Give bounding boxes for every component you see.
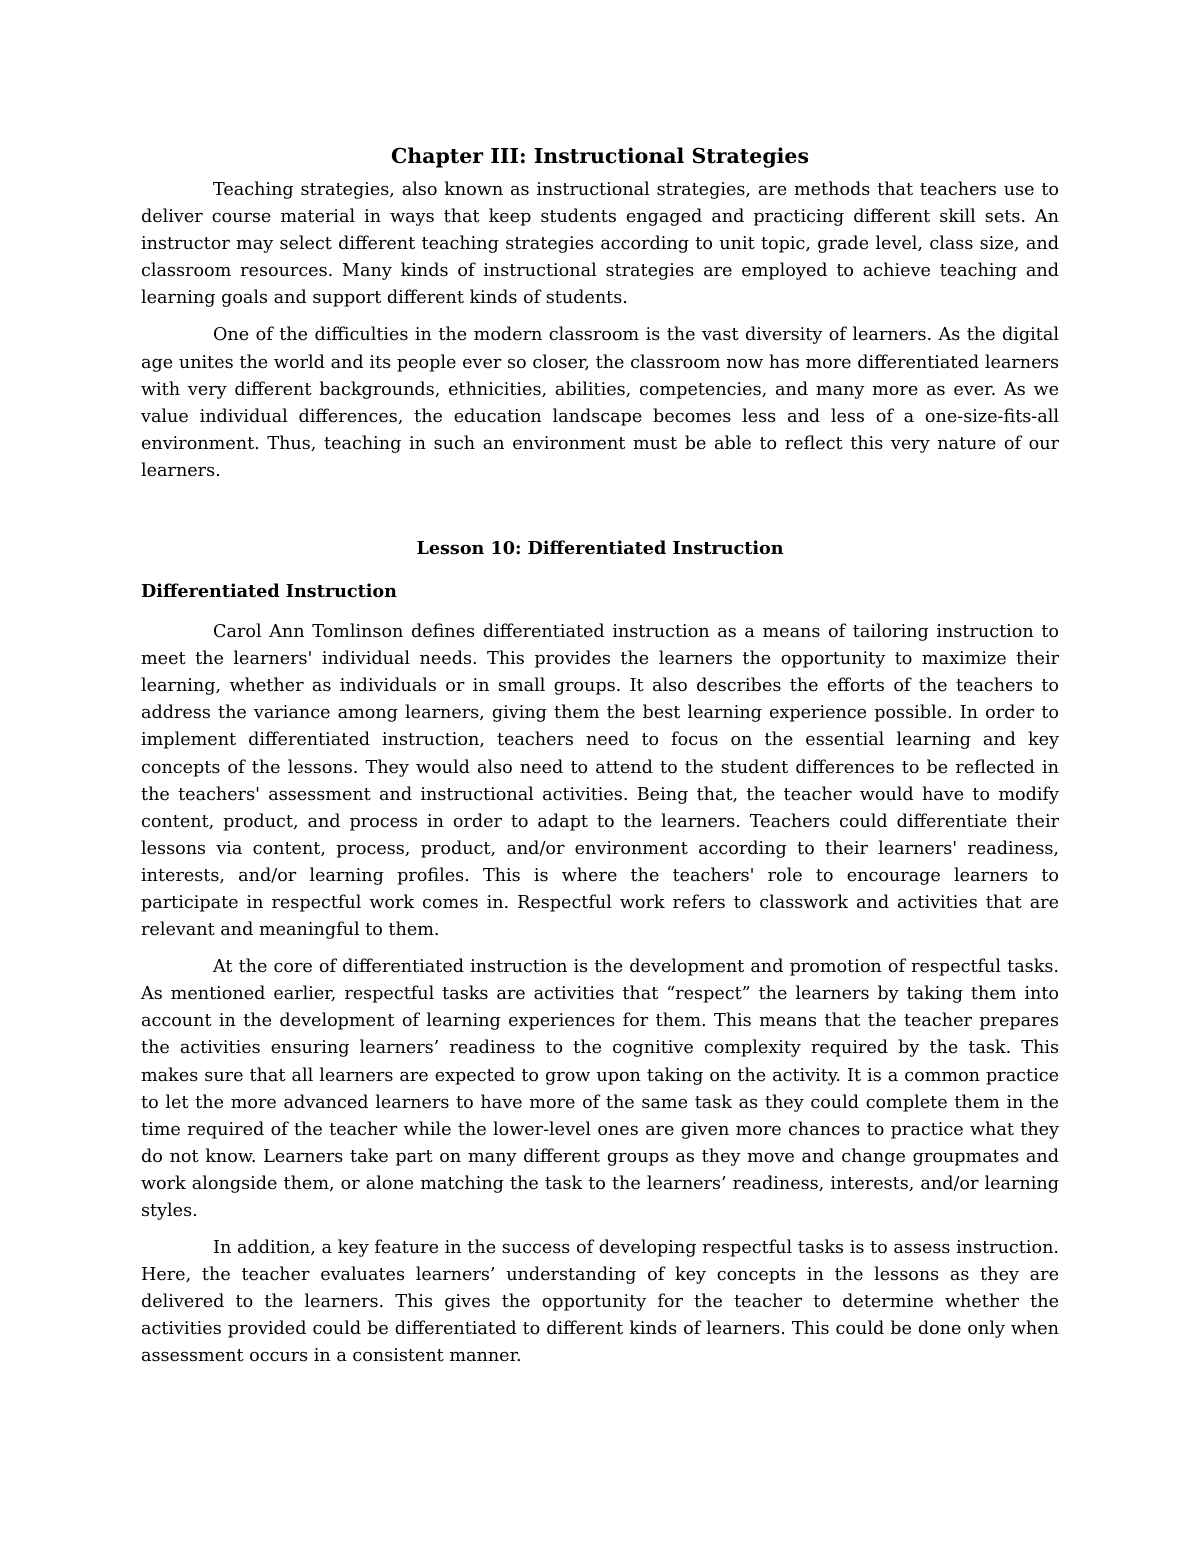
chapter-title: Chapter III: Instructional Strategies bbox=[390, 144, 810, 168]
lesson-paragraph: In addition, a key feature in the success of developing respectful tasks is to assess instruction. Here, the teacher evaluates learners’ understanding of key concepts in the lessons as they are delivered to the learners. This gives the opportunity for the teacher to determine whether the activities provided could be differentiated to different kinds of learners. This could be done only when assessment occurs in a consistent manner. bbox=[141, 1238, 1059, 1367]
lesson-paragraph: At the core of differentiated instruction is the development and promotion of respectful tasks. As mentioned earlier, respectful tasks are activities that “respect” the learners by taking them into account in the development of learning experiences for them. This means that the teacher prepares the activities ensuring learners’ readiness to the cognitive complexity required by the task. This makes sure that all learners are expected to grow upon taking on the activity. It is a common practice to let the more advanced learners to have more of the same task as they could complete them in the time required of the teacher while the lower-level ones are given more chances to practice what they do not know. Learners take part on many different groups as they move and change groupmates and work alongside them, or alone matching the task to the learners’ readiness, interests, and/or learning styles. bbox=[141, 957, 1059, 1221]
chapter-paragraph: Teaching strategies, also known as instructional strategies, are methods that teachers use to deliver course material in ways that keep students engaged and practicing different skill sets. An instructor may select different teaching strategies according to unit topic, grade level, class size, and classroom resources. Many kinds of instructional strategies are employed to achieve teaching and learning goals and support different kinds of students. bbox=[141, 180, 1059, 309]
lesson-paragraph: Carol Ann Tomlinson defines differentiated instruction as a means of tailoring instruction to meet the learners' individual needs. This provides the learners the opportunity to maximize their learning, whether as individuals or in small groups. It also describes the efforts of the teachers to address the variance among learners, giving them the best learning experience possible. In order to implement differentiated instruction, teachers need to focus on the essential learning and key concepts of the lessons. They would also need to attend to the student differences to be reflected in the teachers' assessment and instructional activities. Being that, the teacher would have to modify content, product, and process in order to adapt to the learners. Teachers could differentiate their lessons via content, process, product, and/or environment according to their learners' readiness, interests, and/or learning profiles. This is where the teachers' role to encourage learners to participate in respectful work comes in. Respectful work refers to classwork and activities that are relevant and meaningful to them. bbox=[141, 622, 1059, 941]
lesson-title: Lesson 10: Differentiated Instruction bbox=[416, 538, 784, 560]
chapter-paragraph: One of the difficulties in the modern classroom is the vast diversity of learners. As the digital age unites the world and its people ever so closer, the classroom now has more differentiated learners with very different backgrounds, ethnicities, abilities, competencies, and many more as ever. As we value individual differences, the education landscape becomes less and less of a one-size-fits-all environment. Thus, teaching in such an environment must be able to reflect this very nature of our learners. bbox=[141, 325, 1059, 481]
section-heading: Differentiated Instruction bbox=[141, 581, 397, 603]
document-page bbox=[141, 141, 1059, 1381]
